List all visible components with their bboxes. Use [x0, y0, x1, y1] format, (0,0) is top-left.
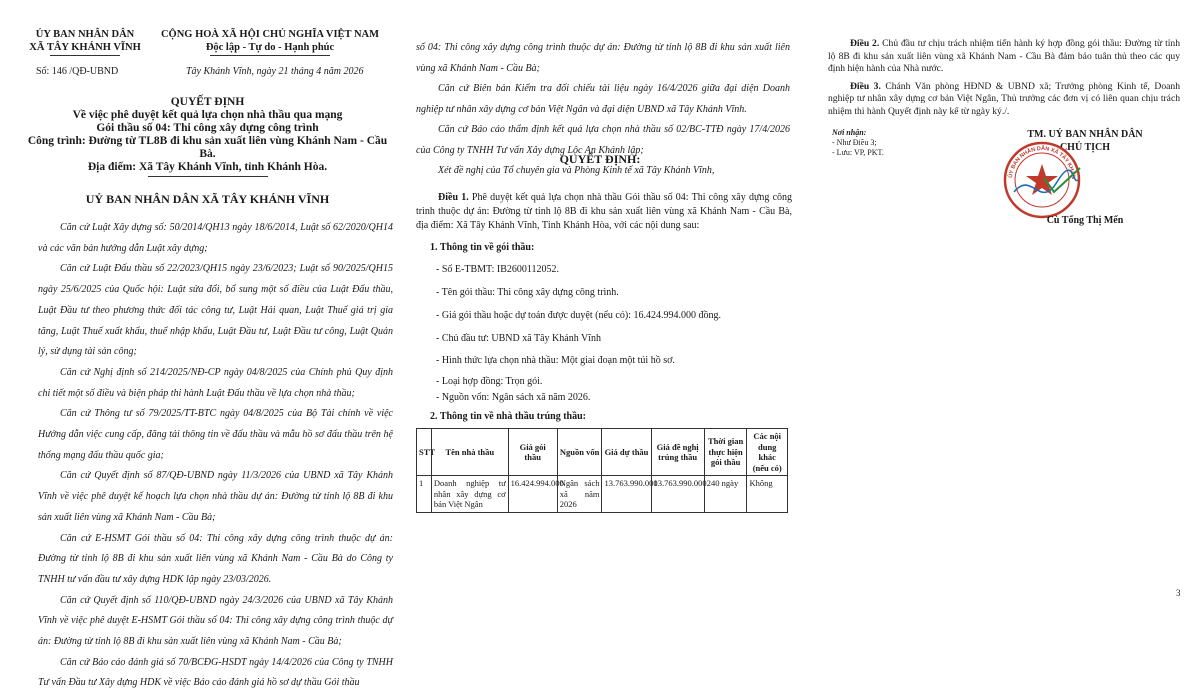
motto-underline	[210, 55, 330, 56]
tender-info-item: - Số E-TBMT: IB2600112052.	[436, 264, 560, 275]
page-number: 3	[1176, 588, 1181, 598]
article-3	[828, 81, 1180, 119]
subject-line-3: Công trình: Đường từ TL8B đi khu sản xuất liên vùng Khánh Nam - Cầu Bà.	[27, 135, 388, 160]
legal-basis: Căn cứ Quyết định số 110/QĐ-UBND ngày 24/3/2026 của UBND xã Tây Khánh Vĩnh về việc phê duyệt E-HSMT Gói thầu số 04: Thi công xây dựng công trình thuộc dự án: Đường từ tỉnh lộ 8B đi khu sản xuất liên vùng xã Khánh Nam - Cầu Bà;	[38, 594, 393, 648]
signing-authority: TM. UỶ BAN NHÂN DÂN	[1027, 129, 1143, 140]
article-1-text: Phê duyệt kết quả lựa chọn nhà thầu Gói thầu số 04: Thi công xây dựng công trình thuộc dự án: Đường từ tỉnh lộ 8B đi khu sản xuất liên vùng xã Khánh Nam - Cầu Bà, địa điểm: Xã Tây Khánh Vĩnh, Tỉnh Khánh Hòa, với các nội dung sau:	[416, 192, 793, 231]
basis-appraisal-report: Căn cứ Báo cáo thẩm định kết quả lựa chọn nhà thầu số 02/BC-TTĐ ngày 17/4/2026 của Công ty TNHH Tư vấn Xây dựng Lộc An Khánh lập;	[416, 124, 790, 156]
decision-title-block	[20, 96, 395, 177]
column-header: STT	[417, 429, 432, 476]
article-2-text: Chủ đầu tư chịu trách nhiệm tiến hành ký hợp đồng gói thầu: Đường từ tỉnh lộ 8B đi khu sản xuất liên vùng xã Khánh Nam - Cầu Bà đảm bảo tuân thủ theo các quy định hiện hành của Nhà nước.	[828, 38, 1180, 74]
article-2	[828, 38, 1180, 76]
column-header: Giá dự thầu	[602, 429, 651, 476]
article-3-text: Chánh Văn phòng HĐND & UBND xã; Trưởng phòng Kinh tế, Doanh nghiệp tư nhân xây dựng cơ bản Việt Ngân, Thủ trưởng các đơn vị có liên quan chịu trách nhiệm thi hành Quyết định này kể từ ngày ký./.	[828, 80, 1180, 117]
column-header: Nguồn vốn	[557, 429, 602, 476]
article-2-label: Điều 2.	[850, 38, 880, 49]
column-header: Tên nhà thầu	[431, 429, 508, 476]
winning-contractor-table	[416, 428, 788, 513]
article-3-label: Điều 3.	[850, 80, 881, 92]
article-1-label: Điều 1.	[438, 192, 469, 203]
table-cell: 13.763.990.000	[651, 476, 704, 513]
decision-title: QUYẾT ĐỊNH	[170, 96, 245, 108]
tender-info-item: - Nguồn vốn: Ngân sách xã năm 2026.	[436, 392, 591, 403]
legal-basis: Căn cứ Nghị định số 214/2025/NĐ-CP ngày 04/8/2025 của Chính phủ Quy định chi tiết một số điều và biện pháp thi hành Luật Đấu thầu về lựa chọn nhà thầu;	[38, 366, 393, 399]
tender-info-item: - Chủ đầu tư: UBND xã Tây Khánh Vĩnh	[436, 333, 602, 344]
national-motto	[150, 28, 390, 54]
subject-line-4: Địa điểm: Xã Tây Khánh Vĩnh, tỉnh Khánh Hòa.	[87, 161, 328, 173]
table-cell: 1	[417, 476, 432, 513]
table-cell: 13.763.990.000	[602, 476, 651, 513]
org-underline	[50, 55, 120, 56]
recipient-item: - Lưu: VP, PKT.	[832, 148, 884, 157]
signer-name: Cù Tống Thị Mến	[1046, 215, 1124, 226]
table-cell: 240 ngày	[704, 476, 747, 513]
document-number: Số: 146 /QĐ-UBND	[36, 66, 119, 77]
legal-basis: Căn cứ Luật Đấu thầu số 22/2023/QH15 ngày 23/6/2023; Luật số 90/2025/QH15 ngày 25/6/2025 của Quốc hội: Luật sửa đổi, bổ sung một số điều của Luật Đấu thầu, Luật Đầu tư theo phương thức đối tác công tư, Luật Hải quan, Luật Thuế giá trị gia tăng, Luật Thuế xuất khẩu, thuế nhập khẩu, Luật Đầu tư, Luật Đầu tư công, Luật Quản lý, sử dụng tài sản công;	[38, 263, 393, 358]
tender-info-item: - Tên gói thầu: Thi công xây dựng công trình.	[436, 287, 619, 298]
legal-basis: Căn cứ Luật Xây dựng số: 50/2014/QH13 ngày 18/6/2014, Luật số 62/2020/QH14 và các văn bản hướng dẫn Luật xây dựng;	[38, 222, 393, 254]
legal-basis: Căn cứ Thông tư số 79/2025/TT-BTC ngày 04/8/2025 của Bộ Tài chính về việc Hướng dẫn việc cung cấp, đăng tải thông tin về đấu thầu và mẫu hồ sơ đấu thầu trên hệ thống mạng đấu thầu quốc gia;	[38, 408, 393, 461]
legal-basis: Căn cứ Báo cáo đánh giá số 70/BCĐG-HSDT ngày 14/4/2026 của Công ty TNHH Tư vấn Đầu tư Xây dựng HDK về việc Báo cáo đánh giá hồ sơ dự thầu Gói thầu	[38, 656, 393, 689]
org-line-2: XÃ TÂY KHÁNH VĨNH	[29, 42, 141, 53]
tender-info-item: - Giá gói thầu hoặc dự toán được duyệt (nếu có): 16.424.994.000 đồng.	[436, 310, 721, 321]
table-cell: 16.424.994.000	[508, 476, 557, 513]
seal-text: ỦY BAN NHÂN DÂN XÃ TÂY KHÁN	[1008, 145, 1077, 180]
page-1	[0, 0, 400, 689]
column-header: Giá gói thầu	[508, 429, 557, 476]
basis-proposal: Xét đề nghị của Tổ chuyên gia và Phòng Kinh tế xã Tây Khánh Vĩnh,	[438, 165, 715, 176]
table-cell: Không	[747, 476, 788, 513]
legal-basis: Căn cứ E-HSMT Gói thầu số 04: Thi công xây dựng công trình thuộc dự án: Đường từ tỉnh lộ 8B đi khu sản xuất liên vùng xã Khánh Nam - Cầu Bà do Công ty TNHH tư vấn đầu tư xây dựng HDK lập ngày 23/03/2026.	[38, 532, 393, 585]
table-header-row	[417, 429, 788, 476]
article-1	[416, 191, 792, 233]
recipients	[832, 128, 992, 158]
subject-line-2: Gói thầu số 04: Thi công xây dựng công trình	[96, 122, 319, 134]
table-row	[417, 476, 788, 513]
recipient-item: - Như Điều 3;	[832, 138, 877, 147]
document-date: Tây Khánh Vĩnh, ngày 21 tháng 4 năm 2026	[186, 66, 364, 77]
org-line-1: ỦY BAN NHÂN DÂN	[35, 29, 135, 40]
section-2-heading: 2. Thông tin về nhà thầu trúng thầu:	[430, 411, 586, 422]
column-header: Thời gian thực hiện gói thầu	[704, 429, 747, 476]
signer-title: CHỦ TỊCH	[1059, 142, 1111, 153]
page-2	[400, 0, 800, 602]
official-seal	[1002, 140, 1082, 220]
nation-line-2: Độc lập - Tự do - Hạnh phúc	[205, 42, 335, 53]
column-header: Các nội dung khác (nếu có)	[747, 429, 788, 476]
basis-continuation: số 04: Thi công xây dựng công trình thuộc dự án: Đường từ tỉnh lộ 8B đi khu sản xuất liên vùng xã Khánh Nam - Cầu Bà;	[416, 42, 790, 74]
issuing-organization	[20, 28, 150, 54]
nation-line-1: CỘNG HOÀ XÃ HỘI CHỦ NGHĨA VIỆT NAM	[160, 29, 380, 40]
recipients-title: Nơi nhận:	[832, 128, 867, 137]
closing-articles	[828, 38, 1180, 123]
table-cell: Doanh nghiệp tư nhân xây dựng cơ bản Việt Ngân	[431, 476, 508, 513]
tender-info-item: - Loại hợp đồng: Trọn gói.	[436, 376, 543, 387]
legal-bases	[38, 218, 393, 694]
tender-info-item: - Hình thức lựa chọn nhà thầu: Một giai đoạn một túi hồ sơ.	[436, 355, 675, 366]
table-cell: Ngân sách xã năm 2026	[557, 476, 602, 513]
legal-basis: Căn cứ Quyết định số 87/QĐ-UBND ngày 11/3/2026 của UBND xã Tây Khánh Vĩnh về việc phê duyệt kế hoạch lựa chọn nhà thầu dự án: Đường từ tỉnh lộ 8B đi khu sản xuất liên vùng xã Khánh Nam - Cầu Bà;	[38, 470, 393, 523]
authority-heading: UỶ BAN NHÂN DÂN XÃ TÂY KHÁNH VĨNH	[85, 192, 330, 206]
section-1-heading: 1. Thông tin về gói thầu:	[430, 242, 535, 253]
decision-heading: QUYẾT ĐỊNH:	[559, 152, 641, 166]
title-underline	[148, 176, 268, 177]
basis-inspection-minutes: Căn cứ Biên bản Kiểm tra đối chiếu tài liệu ngày 16/4/2026 giữa đại diện Doanh nghiệp tư nhân xây dựng cơ bản Việt Ngân và đại diện UBND xã Tây Khánh Vĩnh.	[416, 83, 790, 115]
subject-line-1: Về việc phê duyệt kết quả lựa chọn nhà thầu qua mạng	[72, 109, 343, 121]
column-header: Giá đề nghị trúng thầu	[651, 429, 704, 476]
